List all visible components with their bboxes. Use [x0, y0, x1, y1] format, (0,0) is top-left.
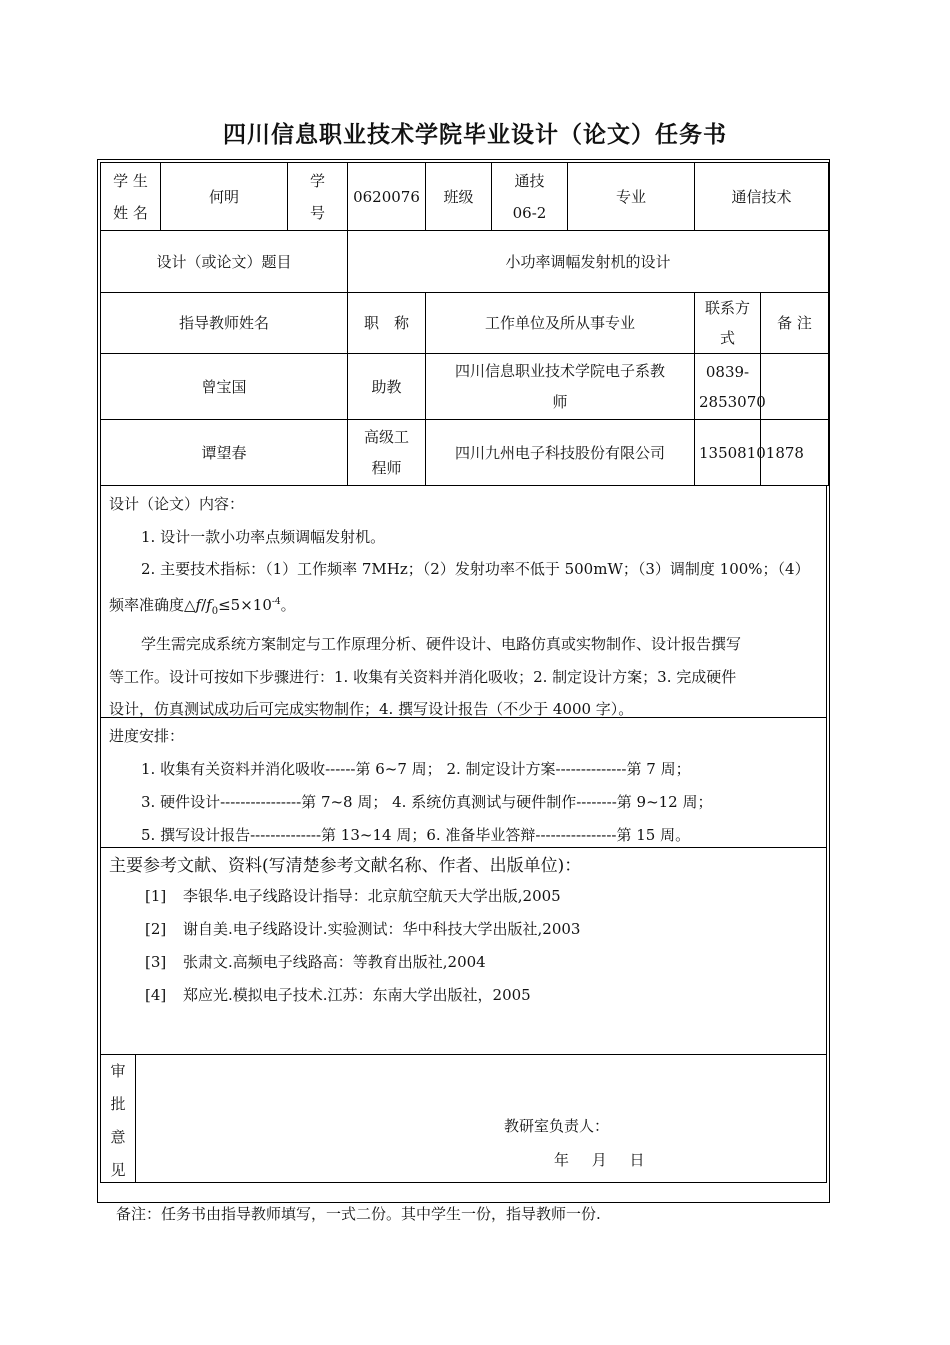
document-title: 四川信息职业技术学院毕业设计（论文）任务书 [223, 122, 727, 148]
advisor-title: 高级工 程师 [348, 420, 426, 486]
schedule-section [100, 718, 827, 848]
task-form [100, 162, 827, 1200]
content-paragraph: 学生需完成系统方案制定与工作原理分析、硬件设计、电路仿真或实物制作、设计报告撰写 [141, 635, 742, 653]
advisor-name-header: 指导教师姓名 [101, 293, 348, 354]
content-paragraph: 设计，仿真测试成功后可完成实物制作；4. 撰写设计报告（不少于 4000 字）。 [109, 700, 634, 718]
reference-item: [1] 李银华.电子线路设计指导：北京航空航天大学出版,2005 [145, 887, 561, 905]
content-heading: 设计（论文）内容： [109, 495, 245, 513]
approval-signer: 教研室负责人： [504, 1117, 610, 1135]
content-paragraph: 等工作。设计可按如下步骤进行：1. 收集有关资料并消化吸收；2. 制定设计方案；3. 完成硬件 [109, 667, 737, 686]
approval-label: 审 批 意 见 [101, 1055, 136, 1182]
topic-row [101, 231, 829, 293]
student-name-label: 学 生 姓 名 [101, 163, 161, 231]
student-row [101, 163, 829, 231]
advisor-unit: 四川信息职业技术学院电子系教 师 [426, 354, 695, 420]
advisor-name: 曾宝国 [101, 354, 348, 420]
advisor-unit: 四川九州电子科技股份有限公司 [426, 420, 695, 486]
schedule-row: 1. 收集有关资料并消化吸收------第 6~7 周； 2. 制定设计方案--------------第 7 周； [141, 760, 691, 778]
student-id: 0620076 [348, 163, 426, 231]
advisor-row [101, 354, 829, 420]
student-id-label: 学 号 [288, 163, 348, 231]
advisor-unit-header: 工作单位及所从事专业 [426, 293, 695, 354]
approval-section [100, 1055, 827, 1183]
footnote: 备注：任务书由指导教师填写，一式二份。其中学生一份，指导教师一份. [116, 1205, 601, 1223]
schedule-row: 3. 硬件设计----------------第 7~8 周； 4. 系统仿真测试与硬件制作--------第 9~12 周； [141, 793, 713, 811]
advisor-note-header: 备 注 [761, 293, 829, 354]
content-item: 2. 主要技术指标：（1）工作频率 7MHz；（2）发射功率不低于 500mW；（3）调制度 100%；（4） [141, 560, 810, 578]
schedule-row: 5. 撰写设计报告--------------第 13~14 周；6. 准备毕业答辩----------------第 15 周。 [141, 826, 691, 844]
class-label: 班级 [426, 163, 492, 231]
advisor-title: 助教 [348, 354, 426, 420]
advisor-name: 谭望春 [101, 420, 348, 486]
topic-value: 小功率调幅发射机的设计 [348, 231, 829, 293]
major-label: 专业 [568, 163, 695, 231]
student-name: 何明 [161, 163, 288, 231]
info-table [100, 162, 829, 486]
advisor-note [761, 354, 829, 420]
major-value: 通信技术 [695, 163, 829, 231]
schedule-heading: 进度安排： [109, 727, 185, 745]
approval-date: 年 月 日 [554, 1151, 645, 1169]
topic-label: 设计（或论文）题目 [101, 231, 348, 293]
reference-item: [2] 谢自美.电子线路设计.实验测试：华中科技大学出版社,2003 [145, 920, 581, 938]
design-content-section [100, 486, 827, 718]
advisor-contact-header: 联系方式 [695, 293, 761, 354]
reference-item: [3] 张肃文.高频电子线路高：等教育出版社,2004 [145, 953, 486, 971]
advisor-header-row [101, 293, 829, 354]
advisor-title-header: 职 称 [348, 293, 426, 354]
advisor-contact: 13508101878 [695, 420, 761, 486]
advisor-contact: 0839-2853070 [695, 354, 761, 420]
advisor-row [101, 420, 829, 486]
reference-item: [4] 郑应光.模拟电子技术.江苏：东南大学出版社，2005 [145, 986, 531, 1004]
content-item: 1. 设计一款小功率点频调幅发射机。 [141, 527, 386, 546]
content-item-continuation: 频率准确度$\triangle f/f_0\le 5\times 10^{-4}$。 [109, 595, 296, 617]
approval-body [136, 1055, 826, 1182]
references-heading: 主要参考文献、资料(写清楚参考文献名称、作者、出版单位)： [109, 856, 582, 876]
class-value: 通技 06-2 [492, 163, 568, 231]
references-section [100, 848, 827, 1055]
